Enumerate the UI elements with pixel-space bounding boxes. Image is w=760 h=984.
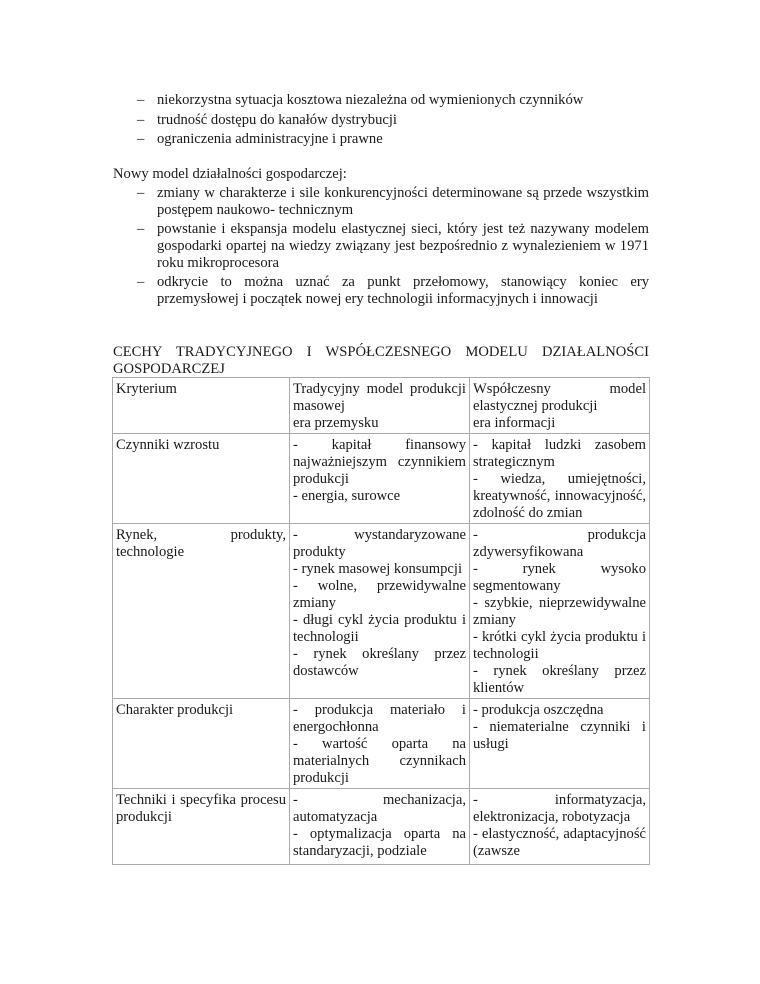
cell-line: Tradycyjny model produkcji masowej (293, 381, 466, 414)
obstacles-list (113, 92, 649, 151)
table-row (113, 699, 650, 789)
cell-line: - wiedza, umiejętności, kreatywność, innowacyjność, zdolność do zmian (473, 471, 646, 521)
list-item: – trudność dostępu do kanałów dystrybucji (137, 111, 397, 128)
table-row (113, 789, 650, 865)
cell-line: - rynek masowej konsumpcji (293, 561, 463, 577)
dash-bullet: – (137, 185, 145, 201)
cell-line: - rynek określany przez klientów (473, 663, 646, 696)
cell-line: Czynniki wzrostu (116, 437, 220, 453)
table-row (113, 524, 650, 699)
table-cell (113, 434, 290, 524)
cell-line: Kryterium (116, 381, 177, 397)
cell-line: - produkcja oszczędna (473, 702, 604, 718)
cell-line: - wolne, przewidywalne zmiany (293, 578, 466, 611)
new-model-list (113, 185, 649, 310)
cell-line: - rynek określany przez dostawców (293, 646, 466, 679)
comparison-table (112, 377, 650, 865)
cell-line: era przemysku (293, 415, 379, 431)
cell-line: Techniki i specyfika procesu produkcji (116, 792, 286, 825)
cell-line: - wartość oparta na materialnych czynnikach produkcji (293, 736, 466, 786)
cell-line: - długi cykl życia produktu i technologii (293, 612, 466, 645)
table-title: CECHY TRADYCYJNEGO I WSPÓŁCZESNEGO MODELU DZIAŁALNOŚCI GOSPODARCZEJ (113, 344, 649, 377)
cell-line: - krótki cykl życia produktu i technologii (473, 629, 646, 662)
dash-bullet: – (137, 131, 145, 147)
table-cell (290, 524, 470, 699)
cell-line: Rynek, produkty, technologie (116, 527, 286, 560)
dash-bullet: – (137, 221, 145, 237)
cell-line: Charakter produkcji (116, 702, 234, 718)
list-item: – zmiany w charakterze i sile konkurencyjności determinowane są przede wszystkim postępem naukowo- technicznym (137, 185, 649, 218)
table-cell (113, 524, 290, 699)
table-cell (113, 699, 290, 789)
cell-line: - elastyczność, adaptacyjność (zawsze (473, 826, 646, 859)
cell-line: - niematerialne czynniki i usługi (473, 719, 646, 752)
table-header-row (113, 378, 650, 434)
table-cell (290, 434, 470, 524)
cell-line: - szybkie, nieprzewidywalne zmiany (473, 595, 646, 628)
list-item: – powstanie i ekspansja modelu elastycznej sieci, który jest też nazywany modelem gospodarki opartej na wiedzy związany jest bezpośrednio z wynalezieniem w 1971 roku mikroprocesora (137, 221, 649, 271)
cell-line: era informacji (473, 415, 556, 431)
cell-line: - kapitał finansowy najważniejszym czynnikiem produkcji (293, 437, 466, 487)
dash-bullet: – (137, 111, 145, 128)
dash-bullet: – (137, 274, 145, 290)
cell-line: - rynek wysoko segmentowany (473, 561, 646, 594)
table-cell (470, 434, 650, 524)
table-row (113, 434, 650, 524)
intro-paragraph: Nowy model działalności gospodarczej: (113, 166, 347, 182)
table-cell (470, 524, 650, 699)
cell-line: - kapitał ludzki zasobem strategicznym (473, 437, 646, 470)
cell-line: Współczesny model elastycznej produkcji (473, 381, 646, 414)
cell-line: - informatyzacja, elektronizacja, robotyzacja (473, 792, 646, 825)
list-item: – ograniczenia administracyjne i prawne (137, 131, 383, 147)
list-item: – niekorzystna sytuacja kosztowa niezależna od wymienionych czynników (137, 92, 584, 108)
table-cell (113, 378, 290, 434)
cell-line: - optymalizacja oparta na standaryzacji, podziale (293, 826, 466, 859)
table-cell (470, 789, 650, 865)
table-cell (290, 378, 470, 434)
cell-line: - produkcja zdywersyfikowana (473, 527, 646, 560)
list-item: – odkrycie to można uznać za punkt przełomowy, stanowiący koniec ery przemysłowej i początek nowej ery technologii informacyjnych i innowacji (137, 274, 649, 307)
table-cell (470, 378, 650, 434)
dash-bullet: – (137, 92, 145, 108)
cell-line: - produkcja materiało i energochłonna (293, 702, 466, 735)
cell-line: - wystandaryzowane produkty (293, 527, 466, 560)
cell-line: - energia, surowce (293, 488, 401, 504)
table-cell (470, 699, 650, 789)
table-cell (290, 699, 470, 789)
table-cell (113, 789, 290, 865)
cell-line: - mechanizacja, automatyzacja (293, 792, 466, 825)
table-cell (290, 789, 470, 865)
